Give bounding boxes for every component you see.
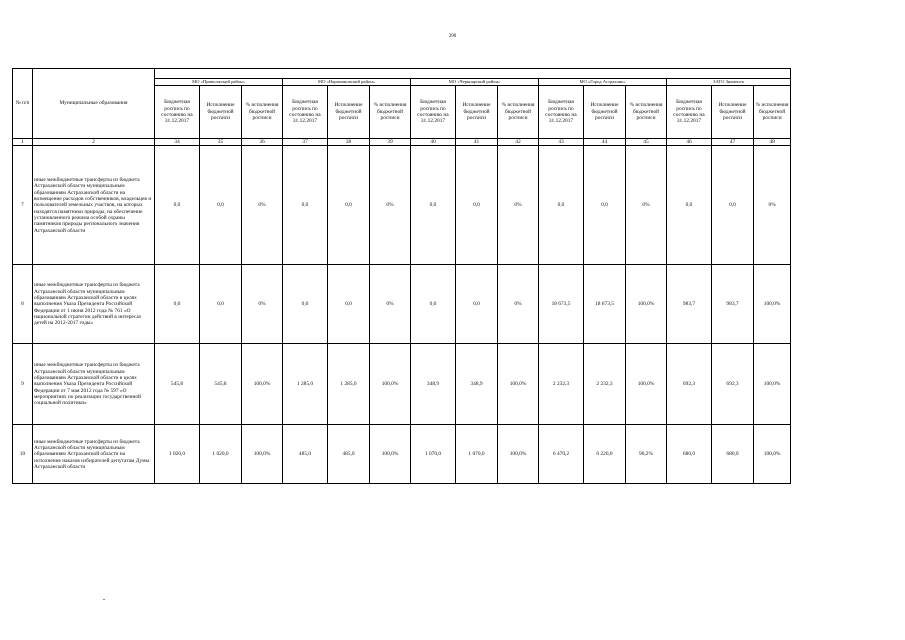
row-description: иные межбюджетные трансферты из бюджета Астраханской области муниципальным образованиям Астраханской области в целях выполнения Указа Президента Российской Федерации от 7 мая 2012 года № 597 «О мероприятиях по реализации государственной социальной политики» [33, 344, 155, 425]
column-number: 42 [498, 139, 539, 146]
column-number: 48 [754, 139, 791, 146]
column-header: % исполнения бюджетной росписи [370, 86, 411, 139]
row-number: 9 [13, 344, 33, 425]
cell-value: 0% [498, 146, 539, 265]
cell-value: 680,0 [667, 425, 712, 484]
cell-value: 100,0% [242, 344, 283, 425]
column-header: Бюджетная роспись по состоянию на 31.12.2017 [155, 86, 200, 139]
cell-value: 0,0 [456, 265, 498, 344]
column-header: Исполнение бюджетной росписи [328, 86, 370, 139]
cell-value: 485,0 [328, 425, 370, 484]
column-number: 43 [539, 139, 584, 146]
cell-value: 0% [370, 265, 411, 344]
column-number: 34 [155, 139, 200, 146]
column-number: 40 [411, 139, 456, 146]
cell-value: 692,3 [667, 344, 712, 425]
cell-value: 100,0% [754, 265, 791, 344]
table-row [13, 425, 791, 484]
header-row-number: № п/п [13, 69, 33, 139]
cell-value: 0,0 [411, 265, 456, 344]
cell-value: 0,0 [283, 265, 328, 344]
cell-value: 0,0 [155, 265, 200, 344]
row-number: 10 [13, 425, 33, 484]
cell-value: 100,0% [754, 425, 791, 484]
column-number: 37 [283, 139, 328, 146]
cell-value: 18 673,5 [584, 265, 626, 344]
column-header: Исполнение бюджетной росписи [712, 86, 754, 139]
cell-value: 1 285,0 [283, 344, 328, 425]
column-header: Бюджетная роспись по состоянию на 31.12.2017 [411, 86, 456, 139]
cell-value: 100,0% [242, 425, 283, 484]
cell-value: 348,9 [411, 344, 456, 425]
column-number: 46 [667, 139, 712, 146]
cell-value: 0,0 [200, 265, 242, 344]
cell-value: 545,8 [155, 344, 200, 425]
cell-value: 18 673,5 [539, 265, 584, 344]
cell-value: 0,0 [456, 146, 498, 265]
group-header: МО «Черноярский район» [411, 79, 539, 86]
row-number: 7 [13, 146, 33, 265]
cell-value: 100,0% [498, 344, 539, 425]
cell-value: 0,0 [155, 146, 200, 265]
table-row [13, 265, 791, 344]
cell-value: 100,0% [626, 265, 667, 344]
cell-value: 0,0 [411, 146, 456, 265]
cell-value: 0% [370, 146, 411, 265]
cell-value: 0,0 [283, 146, 328, 265]
group-header: МО «Приволжский район» [155, 79, 283, 86]
row-description: иные межбюджетные трансферты из бюджета Астраханской области муниципальным образованиям Астраханской области на возмещение расходов собственников, владельцев и пользователей земельных участков, на которых находятся памятники природы, на обеспечение установленного режима особой охраны памятников природы регионального значения Астраханской области [33, 146, 155, 265]
cell-value: 1 020,0 [155, 425, 200, 484]
row-number: 8 [13, 265, 33, 344]
column-header: Бюджетная роспись по состоянию на 31.12.2017 [667, 86, 712, 139]
cell-value: 0% [498, 265, 539, 344]
column-number: 38 [328, 139, 370, 146]
cell-value: 1 020,0 [200, 425, 242, 484]
header-top-blank [155, 69, 791, 79]
column-number: 35 [200, 139, 242, 146]
cell-value: 1 285,0 [328, 344, 370, 425]
cell-value: 545,8 [200, 344, 242, 425]
cell-value: 100,0% [626, 344, 667, 425]
row-description: иные межбюджетные трансферты из бюджета Астраханской области муниципальным образованиям Астраханской области на исполнение наказов избирателей депутатам Думы Астраханской области [33, 425, 155, 484]
cell-value: 1 070,0 [411, 425, 456, 484]
column-header: % исполнения бюджетной росписи [498, 86, 539, 139]
column-header: % исполнения бюджетной росписи [242, 86, 283, 139]
cell-value: 0% [754, 146, 791, 265]
cell-value: 96,2% [626, 425, 667, 484]
cell-value: 2 232,3 [584, 344, 626, 425]
column-number: 1 [13, 139, 33, 146]
cell-value: 0% [242, 146, 283, 265]
column-number: 36 [242, 139, 283, 146]
cell-value: 485,0 [283, 425, 328, 484]
column-number: 41 [456, 139, 498, 146]
cell-value: 100,0% [370, 425, 411, 484]
cell-value: 0,0 [328, 265, 370, 344]
cell-value: 983,7 [667, 265, 712, 344]
cell-value: 0,0 [200, 146, 242, 265]
column-number-row [13, 139, 791, 146]
cell-value: 692,3 [712, 344, 754, 425]
table-row [13, 344, 791, 425]
cell-value: 1 070,0 [456, 425, 498, 484]
column-header: Исполнение бюджетной росписи [584, 86, 626, 139]
cell-value: 0,0 [667, 146, 712, 265]
column-header: % исполнения бюджетной росписи [754, 86, 791, 139]
row-description: иные межбюджетные трансферты из бюджета Астраханской области муниципальным образованиям Астраханской области в целях выполнения Указа Президента Российской Федерации от 1 июня 2012 года № 761 «О национальной стратегии действий в интересах детей на 2012-2017 годы» [33, 265, 155, 344]
cell-value: 0,0 [328, 146, 370, 265]
column-header: Исполнение бюджетной росписи [200, 86, 242, 139]
group-header: МО «Наримановский район» [283, 79, 411, 86]
column-number: 39 [370, 139, 411, 146]
cell-value: 100,0% [754, 344, 791, 425]
cell-value: 983,7 [712, 265, 754, 344]
cell-value: 348,9 [456, 344, 498, 425]
cell-value: 0,0 [584, 146, 626, 265]
cell-value: 6 226,0 [584, 425, 626, 484]
column-header: % исполнения бюджетной росписи [626, 86, 667, 139]
cell-value: 680,0 [712, 425, 754, 484]
group-header: МО «Город Астрахань» [539, 79, 667, 86]
column-number: 47 [712, 139, 754, 146]
column-number: 45 [626, 139, 667, 146]
header-municipality: Муниципальные образования [33, 69, 155, 139]
column-header: Исполнение бюджетной росписи [456, 86, 498, 139]
column-header: Бюджетная роспись по состоянию на 31.12.2017 [539, 86, 584, 139]
table-top-row [13, 69, 791, 79]
table-row [13, 146, 791, 265]
cell-value: 2 232,3 [539, 344, 584, 425]
cell-value: 6 470,2 [539, 425, 584, 484]
column-number: 44 [584, 139, 626, 146]
scan-speck [103, 599, 105, 600]
group-header: ЗАТО Знаменск [667, 79, 791, 86]
cell-value: 0,0 [539, 146, 584, 265]
budget-table [12, 68, 791, 484]
page-number: 390 [448, 34, 457, 39]
column-header: Бюджетная роспись по состоянию на 31.12.2017 [283, 86, 328, 139]
cell-value: 100,0% [498, 425, 539, 484]
column-number: 2 [33, 139, 155, 146]
cell-value: 0,0 [712, 146, 754, 265]
cell-value: 0% [626, 146, 667, 265]
cell-value: 100,0% [370, 344, 411, 425]
cell-value: 0% [242, 265, 283, 344]
